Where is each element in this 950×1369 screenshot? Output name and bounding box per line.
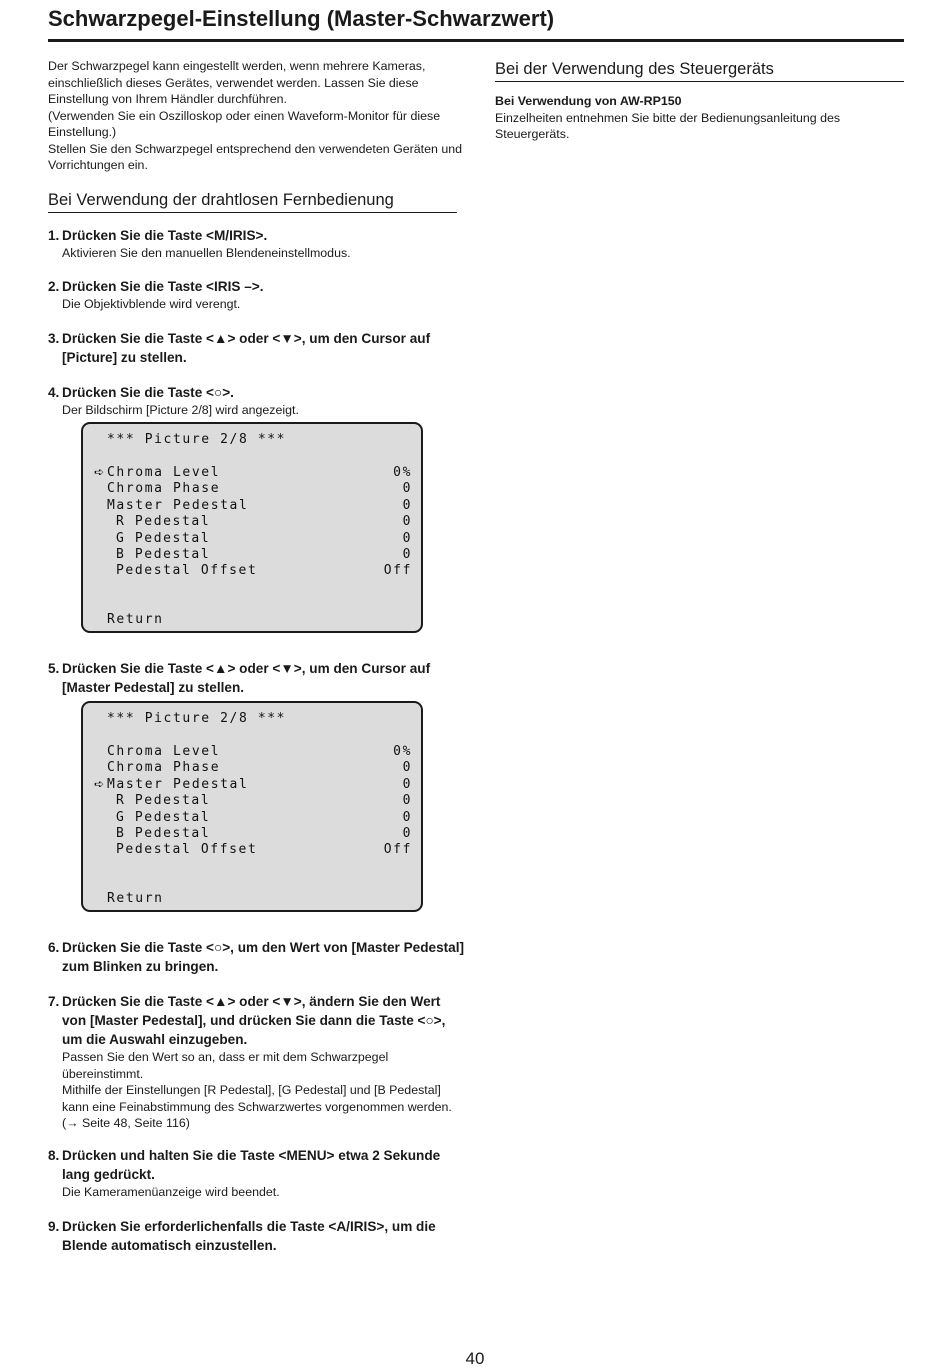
step-instruction: Drücken Sie die Taste <▲> oder <▼>, um den Cursor auf [Picture] zu stellen. <box>62 331 431 365</box>
osd-item-value: 0 <box>402 514 412 530</box>
osd-item-value: 0 <box>402 497 412 513</box>
intro-paragraph: Stellen Sie den Schwarzpegel entsprechend den verwendeten Geräten und Vorrichtungen ein. <box>48 141 462 172</box>
step-instruction: Drücken Sie die Taste <M/IRIS>. <box>62 228 268 243</box>
step-number: 5. <box>48 661 60 676</box>
osd-item-value: 0 <box>402 776 412 792</box>
osd-item-value: 0 <box>402 530 412 546</box>
step-instruction: Drücken Sie die Taste <IRIS –>. <box>62 279 264 294</box>
osd-menu-item <box>107 810 412 826</box>
title-rule <box>48 39 904 42</box>
osd-menu-item <box>107 547 412 563</box>
osd-item-value: 0 <box>402 481 412 497</box>
step-note <box>62 402 468 419</box>
osd-item-value: 0 <box>402 547 412 562</box>
osd-item-label: R Pedestal <box>116 514 211 530</box>
osd-title: *** Picture 2/8 *** <box>107 711 287 726</box>
osd-item-label: Pedestal Offset <box>116 563 258 579</box>
step-number: 2. <box>48 279 60 294</box>
step-note <box>62 1184 468 1201</box>
osd-return-item: Return <box>107 612 164 627</box>
osd-item-value: 0 <box>402 760 412 776</box>
controller-text: Einzelheiten entnehmen Sie bitte der Bedienungsanleitung des Steuergeräts. <box>495 110 841 141</box>
step-note-text: Die Objektivblende wird verengt. <box>62 297 241 311</box>
osd-item-label: Chroma Level <box>107 744 221 759</box>
step-number: 1. <box>48 228 60 243</box>
step-note-text: Der Bildschirm [Picture 2/8] wird angezeigt. <box>62 403 299 417</box>
step-number: 4. <box>48 385 60 400</box>
osd-menu-item <box>107 563 412 579</box>
osd-item-value: 0% <box>393 465 412 480</box>
osd-menu-item <box>107 481 412 497</box>
osd-item-label: G Pedestal <box>116 530 211 546</box>
step-3 <box>48 329 468 367</box>
osd-menu-screen <box>81 701 423 912</box>
osd-menu-item <box>107 793 412 809</box>
step-note-text: Die Kameramenüanzeige wird beendet. <box>62 1185 280 1199</box>
step-number: 8. <box>48 1148 60 1163</box>
osd-item-value: 0 <box>402 809 412 825</box>
osd-menu-item <box>107 760 412 776</box>
page-number: 40 <box>465 1349 485 1368</box>
step-instruction: Drücken Sie die Taste <▲> oder <▼>, ändern Sie den Wert von [Master Pedestal], und drücken Sie dann die Taste <○>, um die Auswahl einzugeben. <box>62 994 446 1047</box>
step-9 <box>48 1217 468 1255</box>
osd-menu-item <box>107 744 412 760</box>
osd-return-item: Return <box>107 891 164 906</box>
osd-menu-item <box>107 842 412 858</box>
step-7 <box>48 992 468 1132</box>
intro-paragraph: Der Schwarzpegel kann eingestellt werden, wenn mehrere Kameras, einschließlich dieses Gerätes, verwendet werden. Lassen Sie diese Einstellung von Ihrem Händler durchführen. <box>48 59 426 106</box>
osd-item-label: Chroma Level <box>107 465 221 480</box>
step-note-text: Aktivieren Sie den manuellen Blendeneinstellmodus. <box>62 246 351 260</box>
osd-item-value: 0% <box>393 744 412 759</box>
osd-item-label: Chroma Phase <box>107 760 221 776</box>
step-instruction: Drücken Sie die Taste <○>. <box>62 385 234 400</box>
osd-menu-item <box>107 514 412 530</box>
osd-menu-item <box>107 531 412 547</box>
step-note <box>62 245 468 262</box>
cursor-arrow-icon: ➪ <box>94 465 105 479</box>
step-1 <box>48 226 468 262</box>
intro-paragraph: (Verwenden Sie ein Oszilloskop oder einen Waveform-Monitor für diese Einstellung.) <box>48 108 441 139</box>
osd-item-label: Master Pedestal <box>107 497 249 513</box>
osd-menu-item <box>107 826 412 842</box>
step-number: 7. <box>48 994 60 1009</box>
osd-item-value: Off <box>383 563 412 579</box>
step-6 <box>48 938 468 976</box>
osd-item-label: R Pedestal <box>116 793 211 809</box>
osd-item-label: Master Pedestal <box>107 776 249 792</box>
step-number: 6. <box>48 940 60 955</box>
osd-title: *** Picture 2/8 *** <box>107 432 287 447</box>
step-number: 3. <box>48 331 60 346</box>
osd-menu-screen <box>81 422 423 633</box>
osd-item-label: Pedestal Offset <box>116 842 258 858</box>
step-4 <box>48 383 468 419</box>
step-note <box>62 296 468 313</box>
step-note-text: Mithilfe der Einstellungen [R Pedestal], [G Pedestal] und [B Pedestal] kann eine Feinabstimmung des Schwarzwertes vorgenommen werden. (→ Seite 48, Seite 116) <box>62 1083 452 1130</box>
remote-section-heading: Bei Verwendung der drahtlosen Fernbedienung <box>48 190 457 213</box>
step-instruction: Drücken Sie erforderlichenfalls die Taste <A/IRIS>, um die Blende automatisch einzustellen. <box>62 1219 436 1253</box>
step-8 <box>48 1146 468 1201</box>
cursor-arrow-icon: ➪ <box>94 776 105 791</box>
step-note-text: Passen Sie den Wert so an, dass er mit dem Schwarzpegel übereinstimmt. <box>62 1050 389 1081</box>
step-number: 9. <box>48 1219 60 1234</box>
osd-menu-item <box>107 498 412 514</box>
osd-menu-item <box>94 776 412 793</box>
controller-section-heading: Bei der Verwendung des Steuergeräts <box>495 59 904 82</box>
osd-item-label: G Pedestal <box>116 809 211 825</box>
step-5 <box>48 659 468 697</box>
osd-menu-item <box>94 465 412 481</box>
osd-item-label: Chroma Phase <box>107 481 221 497</box>
osd-item-value: 0 <box>402 826 412 841</box>
step-note <box>62 1049 468 1132</box>
intro-text <box>48 58 468 174</box>
step-instruction: Drücken Sie die Taste <○>, um den Wert von [Master Pedestal] zum Blinken zu bringen. <box>62 940 465 974</box>
page-title: Schwarzpegel-Einstellung (Master-Schwarzwert) <box>48 6 555 31</box>
step-instruction: Drücken Sie die Taste <▲> oder <▼>, um den Cursor auf [Master Pedestal] zu stellen. <box>62 661 431 695</box>
controller-section <box>495 93 895 143</box>
osd-item-value: Off <box>383 842 412 858</box>
osd-item-value: 0 <box>402 793 412 809</box>
osd-item-label: B Pedestal <box>116 826 211 841</box>
osd-item-label: B Pedestal <box>116 547 211 562</box>
controller-subheading: Bei Verwendung von AW-RP150 <box>495 94 682 108</box>
step-2 <box>48 277 468 313</box>
step-instruction: Drücken und halten Sie die Taste <MENU> etwa 2 Sekunde lang gedrückt. <box>62 1148 441 1182</box>
